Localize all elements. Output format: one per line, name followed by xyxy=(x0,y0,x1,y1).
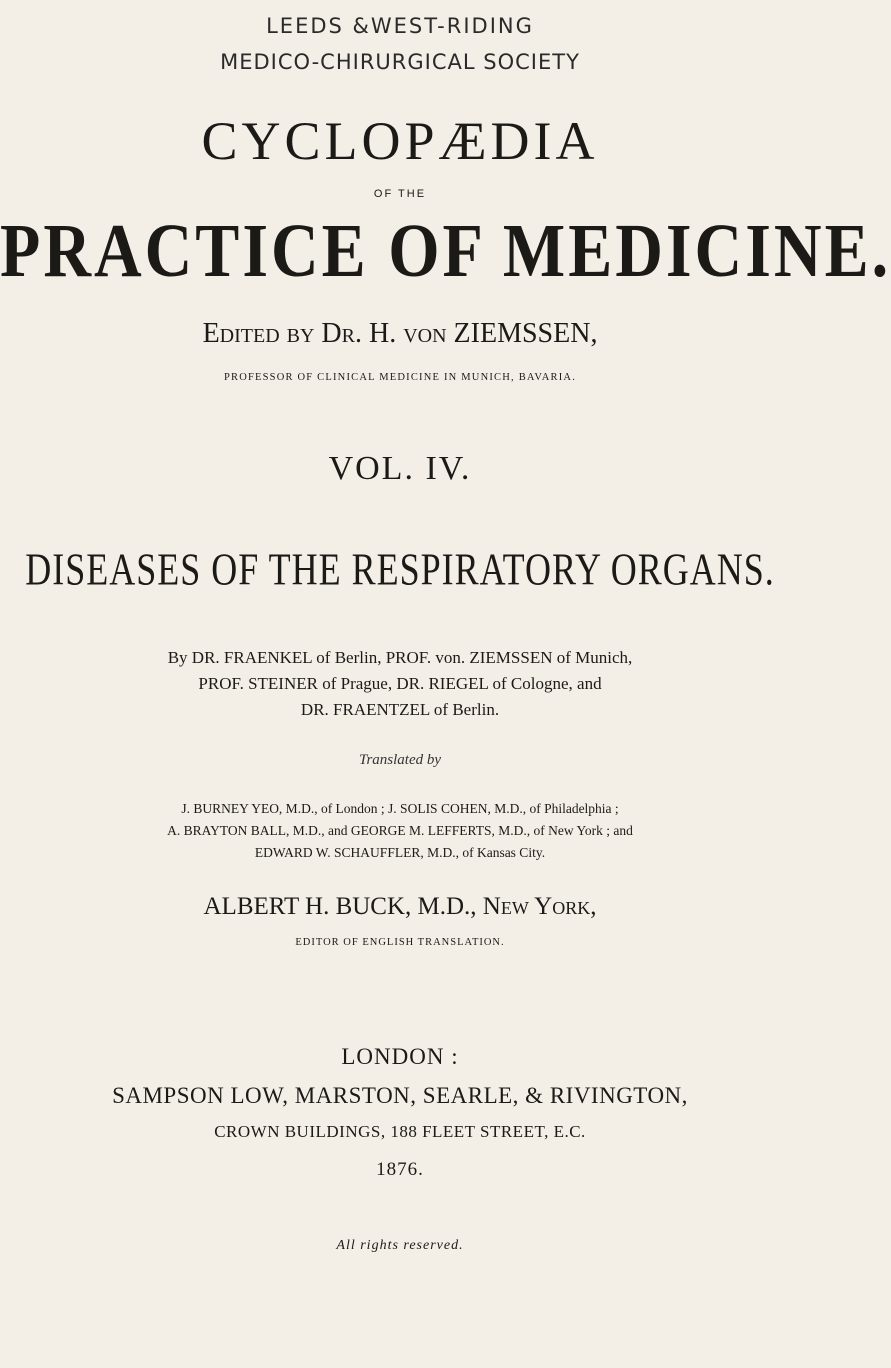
imprint-address: CROWN BUILDINGS, 188 FLEET STREET, E.C. xyxy=(214,1122,586,1141)
translated-by: Translated by xyxy=(358,752,442,768)
translators-line-2: A. BRAYTON BALL, M.D., and GEORGE M. LEFFERTS, M.D., of New York ; and xyxy=(167,823,633,838)
imprint-year: 1876. xyxy=(376,1159,424,1180)
translators-line-1: J. BURNEY YEO, M.D., of London ; J. SOLIS COHEN, M.D., of Philadelphia ; xyxy=(181,801,619,816)
volume-subject: DISEASES OF THE RESPIRATORY ORGANS. xyxy=(25,544,775,595)
authors-line-2: PROF. STEINER of Prague, DR. RIEGEL of Cologne, and xyxy=(198,674,602,693)
editor-position: PROFESSOR OF CLINICAL MEDICINE IN MUNICH, BAVARIA. xyxy=(223,372,577,383)
authors-line-1: By DR. FRAENKEL of Berlin, PROF. von. ZIEMSSEN of Munich, xyxy=(167,648,633,667)
english-editor-role: EDITOR OF ENGLISH TRANSLATION. xyxy=(295,937,505,948)
english-editor xyxy=(0,893,800,921)
main-title: PRACTICE OF MEDICINE. xyxy=(0,209,891,294)
title-connector: OF THE xyxy=(373,188,427,200)
imprint-city: LONDON : xyxy=(341,1044,459,1069)
edited-by-text: Edited by Dr. H. von ZIEMSSEN, xyxy=(202,318,598,349)
rights-notice: All rights reserved. xyxy=(336,1238,464,1253)
edited-by xyxy=(0,318,800,350)
series-title: CYCLOPÆDIA xyxy=(201,111,599,171)
english-editor-name: ALBERT H. BUCK, M.D., New York, xyxy=(203,893,597,920)
volume-number: VOL. IV. xyxy=(328,450,472,487)
library-stamp-line-1: LEEDS &WEST-RIDING xyxy=(266,14,534,38)
translators-line-3: EDWARD W. SCHAUFFLER, M.D., of Kansas City. xyxy=(254,845,546,860)
library-stamp-line-2: MEDICO-CHIRURGICAL SOCIETY xyxy=(220,50,580,74)
authors-line-3: DR. FRAENTZEL of Berlin. xyxy=(300,700,500,719)
imprint-publisher: SAMPSON LOW, MARSTON, SEARLE, & RIVINGTON, xyxy=(112,1083,688,1108)
